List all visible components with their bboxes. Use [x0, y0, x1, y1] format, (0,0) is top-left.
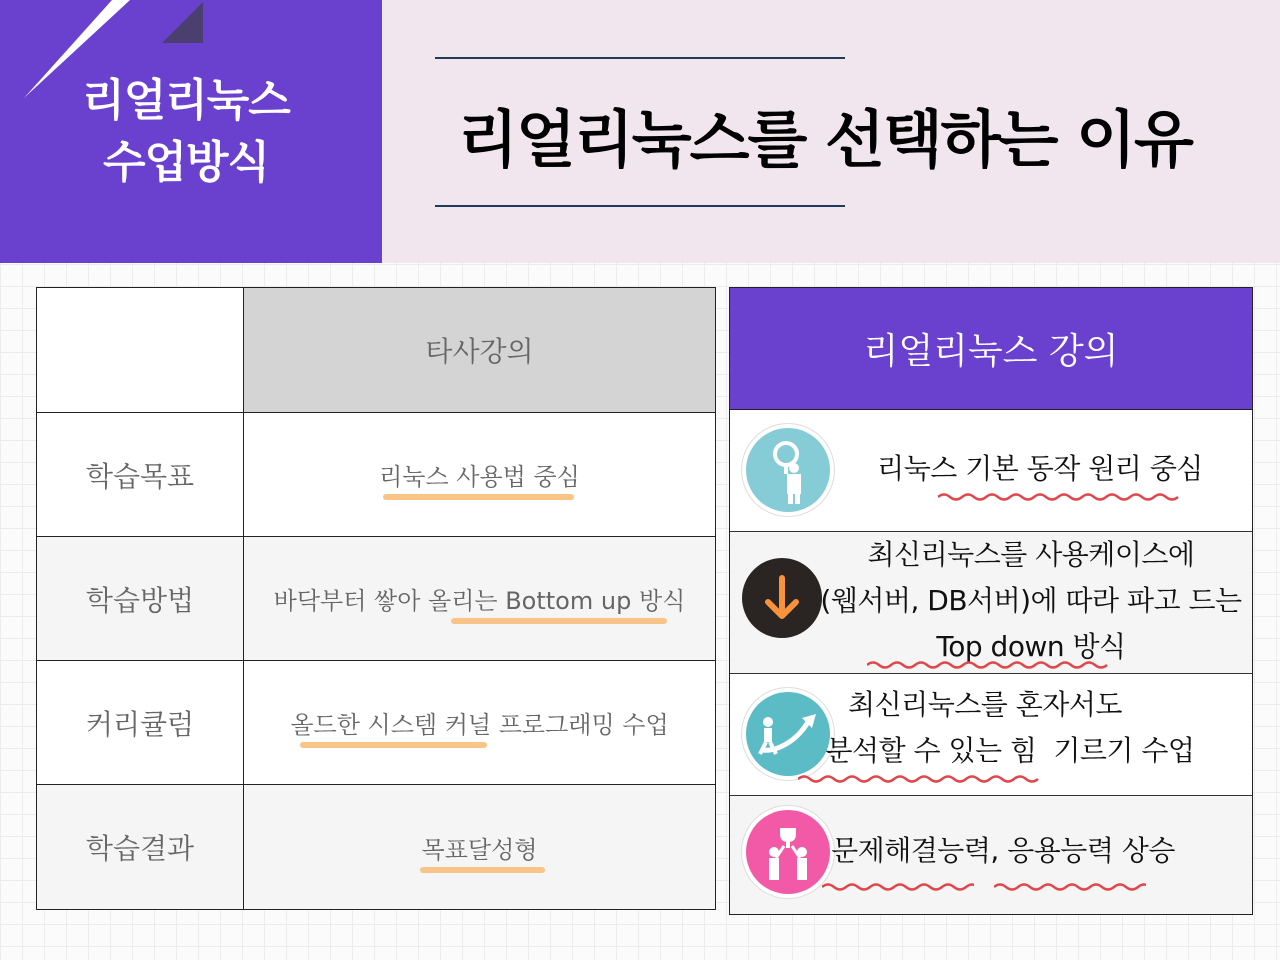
highlight-underline	[383, 494, 574, 500]
highlight-underline	[420, 867, 546, 873]
panel-row-topdown	[730, 532, 1252, 674]
row-value-goal-text: 리눅스 사용법 중심	[379, 463, 580, 491]
row-value-curriculum-post: 프로그래밍 수업	[491, 711, 669, 739]
row-label-result: 학습결과	[37, 785, 244, 909]
panel-title: 리얼리눅스 강의	[730, 288, 1252, 410]
panel-row-ability	[730, 796, 1252, 914]
row-value-goal	[244, 413, 715, 537]
table-corner-cell	[37, 288, 244, 413]
row-value-curriculum	[244, 661, 715, 785]
section-badge	[0, 0, 382, 263]
row-label-curriculum: 커리큘럼	[37, 661, 244, 785]
analysis-line-2: 분석할 수 있는 힘 기르기 수업	[825, 734, 1195, 767]
ability-text: 문제해결능력, 응용능력 상승	[831, 834, 1175, 867]
page-title: 리얼리눅스를 선택하는 이유	[458, 103, 1192, 176]
table-header-other: 타사강의	[244, 288, 715, 413]
row-value-method	[244, 537, 715, 661]
wave-underline	[798, 774, 1044, 784]
topdown-line-1: 최신리눅스를 사용케이스에	[867, 538, 1195, 571]
row-value-curriculum-hl: 올드한 시스템 커널	[290, 711, 492, 739]
row-value-method-hl: 리는 Bottom up 방식	[451, 587, 686, 615]
realinux-panel	[729, 287, 1253, 915]
panel-row-principle	[730, 410, 1252, 532]
highlight-underline	[451, 618, 667, 624]
analysis-line-1: 최신리눅스를 혼자서도	[848, 688, 1122, 721]
wave-underline	[867, 660, 1113, 670]
wave-underline	[938, 492, 1184, 502]
badge-line-2: 수업방식	[102, 137, 269, 188]
magnifier-person-icon	[742, 424, 834, 516]
wave-underline	[822, 882, 974, 892]
comparison-table	[36, 287, 716, 910]
principle-text: 리눅스 기본 동작 원리 중심	[877, 452, 1203, 485]
topdown-line-2: (웹서버, DB서버)에 따라 파고 드는	[820, 584, 1242, 617]
highlight-underline	[300, 742, 487, 748]
row-label-goal: 학습목표	[37, 413, 244, 537]
row-label-method: 학습방법	[37, 537, 244, 661]
row-value-method-pre: 바닥부터 쌓아 올	[273, 587, 452, 615]
panel-row-analysis	[730, 674, 1252, 796]
title-rule-bottom	[435, 205, 845, 207]
title-rule-top	[435, 57, 845, 59]
badge-line-1: 리얼리눅스	[82, 75, 290, 126]
wave-underline	[994, 882, 1146, 892]
row-value-result	[244, 785, 715, 909]
topdown-line-3: Top down 방식	[936, 630, 1126, 663]
trophy-team-icon	[742, 806, 834, 898]
row-value-result-text: 목표달성형	[421, 835, 538, 864]
